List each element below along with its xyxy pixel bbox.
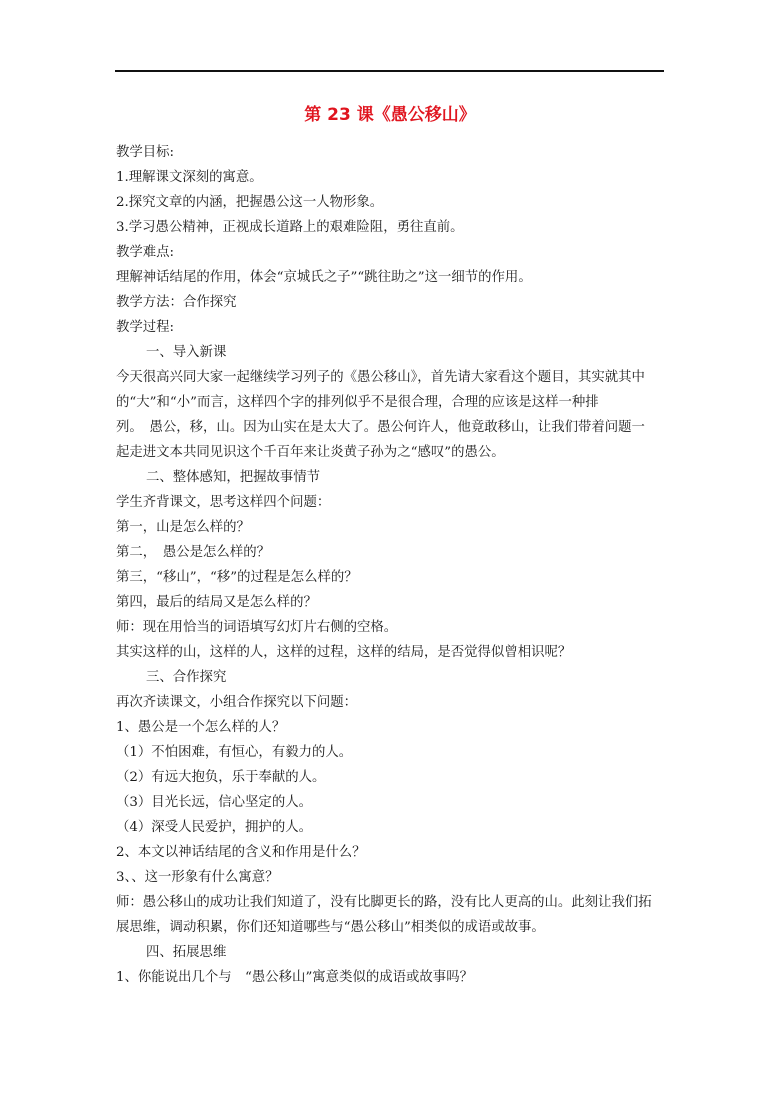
text-line: 师：现在用恰当的词语填写幻灯片右侧的空格。 <box>116 620 398 635</box>
section-heading: 三、合作探究 <box>146 670 227 685</box>
text-line: 第四，最后的结局又是怎么样的？ <box>116 595 317 610</box>
text-line: 2.探究文章的内涵，把握愚公这一人物形象。 <box>116 195 384 210</box>
text-line: 1、你能说出几个与 “愚公移山”寓意类似的成语或故事吗？ <box>116 970 473 985</box>
text-line: （2）有远大抱负，乐于奉献的人。 <box>116 770 326 785</box>
page-title: 第 23 课《愚公移山》 <box>304 105 476 125</box>
section-heading: 二、整体感知，把握故事情节 <box>146 470 321 485</box>
text-line: 3、、这一形象有什么寓意？ <box>116 870 279 885</box>
text-line: 2、本文以神话结尾的含义和作用是什么？ <box>116 845 366 860</box>
text-line: 教学过程: <box>116 320 175 335</box>
text-line: 再次齐读课文，小组合作探究以下问题： <box>116 695 358 710</box>
text-line: 今天很高兴同大家一起继续学习列子的《愚公移山》，首先请大家看这个题目，其实就其中 <box>116 370 645 385</box>
text-line: 第一，山是怎么样的？ <box>116 520 250 535</box>
document-body <box>116 140 668 990</box>
text-line: 师：愚公移山的成功让我们知道了，没有比脚更长的路，没有比人更高的山。此刻让我们拓 <box>116 895 652 910</box>
text-line: 第二， 愚公是怎么样的？ <box>116 545 270 560</box>
text-line: 理解神话结尾的作用，体会“京城氏之子”“跳往助之”这一细节的作用。 <box>116 270 532 285</box>
section-heading: 四、拓展思维 <box>146 945 227 960</box>
text-line: 学生齐背课文，思考这样四个问题： <box>116 495 331 510</box>
text-line: （1）不怕困难，有恒心，有毅力的人。 <box>116 745 353 760</box>
text-line: （3）目光长远，信心坚定的人。 <box>116 795 312 810</box>
text-line: 起走进文本共同见识这个千百年来让炎黄子孙为之“感叹”的愚公。 <box>116 445 505 460</box>
text-line: 教学目标: <box>116 145 175 160</box>
text-line: 列。 愚公，移，山。因为山实在是太大了。愚公何许人，他竟敢移山，让我们带着问题一 <box>116 420 645 435</box>
text-line: 3.学习愚公精神，正视成长道路上的艰难险阻，勇往直前。 <box>116 220 464 235</box>
text-line: 的“大”和“小”而言，这样四个字的排列似乎不是很合理，合理的应该是这样一种排 <box>116 395 599 410</box>
text-line: 1、愚公是一个怎么样的人？ <box>116 720 286 735</box>
text-line: 教学方法：合作探究 <box>116 295 237 310</box>
section-heading: 一、导入新课 <box>146 345 227 360</box>
text-line: 其实这样的山，这样的人，这样的过程，这样的结局，是否觉得似曾相识呢？ <box>116 645 572 660</box>
text-line: 教学难点: <box>116 245 175 260</box>
text-line: 1.理解课文深刻的寓意。 <box>116 170 263 185</box>
text-line: 第三，“移山”，“移”的过程是怎么样的？ <box>116 570 358 585</box>
text-line: （4）深受人民爱护，拥护的人。 <box>116 820 312 835</box>
header-rule <box>115 70 664 72</box>
text-line: 展思维，调动积累，你们还知道哪些与“愚公移山”相类似的成语或故事。 <box>116 920 545 935</box>
